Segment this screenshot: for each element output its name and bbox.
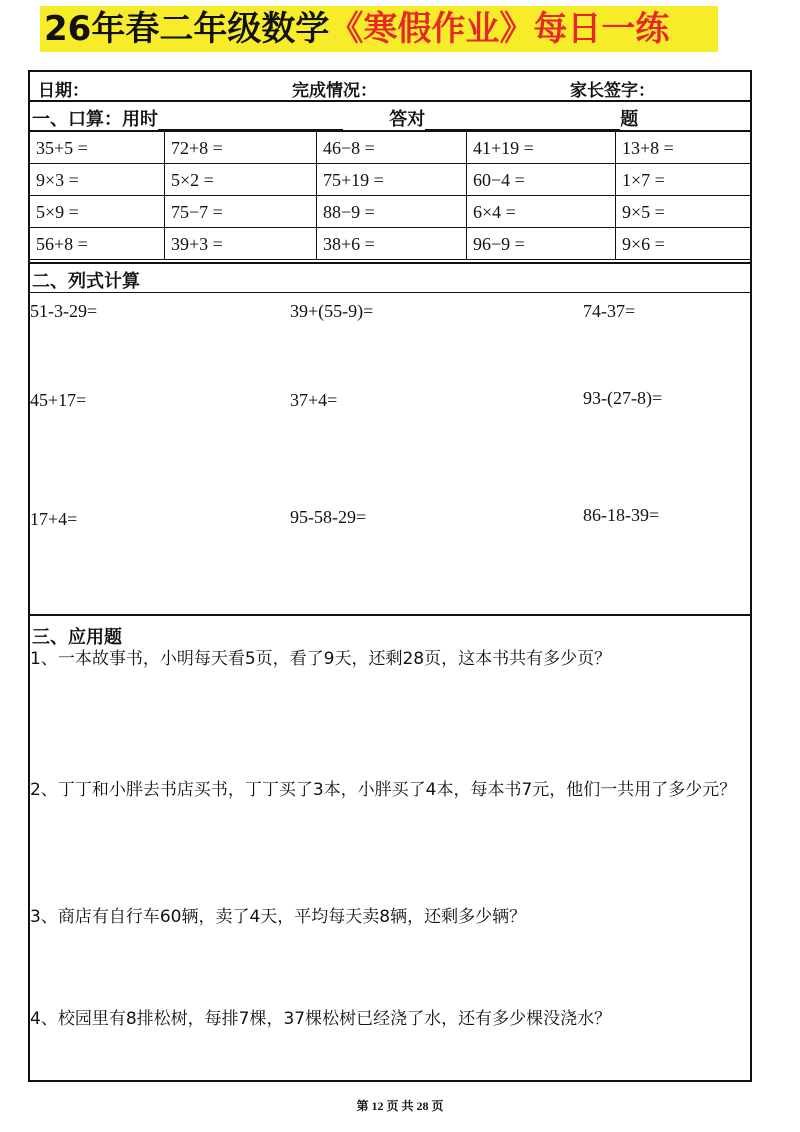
word-problem-4: 4、校园里有8排松树，每排7棵，37棵松树已经浇了水，还有多少棵没浇水？ xyxy=(30,1009,612,1029)
oral-calc-cell: 56+8 = xyxy=(30,228,165,260)
calc-item: 74-37= xyxy=(583,301,636,321)
oral-calc-cell: 35+5 = xyxy=(30,132,165,164)
oral-calc-cell: 96−9 = xyxy=(467,228,616,260)
oral-calc-cell: 13+8 = xyxy=(616,132,750,164)
divider xyxy=(30,262,750,264)
calc-item: 86-18-39= xyxy=(583,505,660,525)
title-grade: 26年春二年级数学 xyxy=(44,9,330,49)
worksheet-frame xyxy=(28,70,752,1082)
oral-calc-cell: 88−9 = xyxy=(317,196,467,228)
title-daily: 每日一练 xyxy=(533,9,670,49)
oral-calc-cell: 72+8 = xyxy=(165,132,317,164)
calc-item: 39+(55-9)= xyxy=(290,301,374,321)
oral-calc-cell: 1×7 = xyxy=(616,164,750,196)
status-label: 完成情况： xyxy=(292,81,377,101)
oral-calc-cell: 60−4 = xyxy=(467,164,616,196)
calc-item: 17+4= xyxy=(30,509,78,529)
oral-calc-cell: 38+6 = xyxy=(317,228,467,260)
correct-label: 答对 xyxy=(389,109,426,130)
header-row xyxy=(30,72,750,102)
date-label: 日期： xyxy=(38,81,89,101)
oral-calc-cell: 9×5 = xyxy=(616,196,750,228)
section1-heading xyxy=(32,105,638,131)
page-title xyxy=(40,6,718,52)
calc-item: 51-3-29= xyxy=(30,301,98,321)
calc-item: 95-58-29= xyxy=(290,507,367,527)
divider xyxy=(30,292,750,293)
word-problem-3: 3、商店有自行车60辆，卖了4天，平均每天卖8辆，还剩多少辆？ xyxy=(30,907,527,927)
divider xyxy=(30,614,750,616)
oral-calc-cell: 39+3 = xyxy=(165,228,317,260)
word-problem-1: 1、一本故事书，小明每天看5页，看了9天，还剩28页，这本书共有多少页？ xyxy=(30,649,612,669)
oral-calc-cell: 9×3 = xyxy=(30,164,165,196)
time-blank[interactable] xyxy=(158,111,343,131)
section1-title: 一、口算：用时 xyxy=(32,109,158,130)
title-book: 《寒假作业》 xyxy=(329,9,534,49)
correct-blank[interactable] xyxy=(425,111,620,131)
section3-heading: 三、应用题 xyxy=(32,627,122,648)
oral-calc-cell: 46−8 = xyxy=(317,132,467,164)
oral-calc-cell: 5×9 = xyxy=(30,196,165,228)
divider xyxy=(30,100,750,102)
oral-calc-cell: 41+19 = xyxy=(467,132,616,164)
word-problem-2: 2、丁丁和小胖去书店买书，丁丁买了3本，小胖买了4本，每本书7元，他们一共用了多少元？ xyxy=(30,780,737,800)
calc-item: 93-(27-8)= xyxy=(583,388,663,408)
oral-calc-cell: 9×6 = xyxy=(616,228,750,260)
calc-item: 37+4= xyxy=(290,390,338,410)
oral-calc-cell: 75+19 = xyxy=(317,164,467,196)
section2-heading: 二、列式计算 xyxy=(32,271,140,292)
calc-item: 45+17= xyxy=(30,390,87,410)
oral-calc-cell: 5×2 = xyxy=(165,164,317,196)
page-footer: 第 12 页 共 28 页 xyxy=(356,1099,444,1113)
oral-calc-cell: 75−7 = xyxy=(165,196,317,228)
parent-signature-label: 家长签字： xyxy=(570,81,655,101)
mental-math-grid xyxy=(30,132,750,260)
oral-calc-cell: 6×4 = xyxy=(467,196,616,228)
unit-label: 题 xyxy=(620,109,639,130)
